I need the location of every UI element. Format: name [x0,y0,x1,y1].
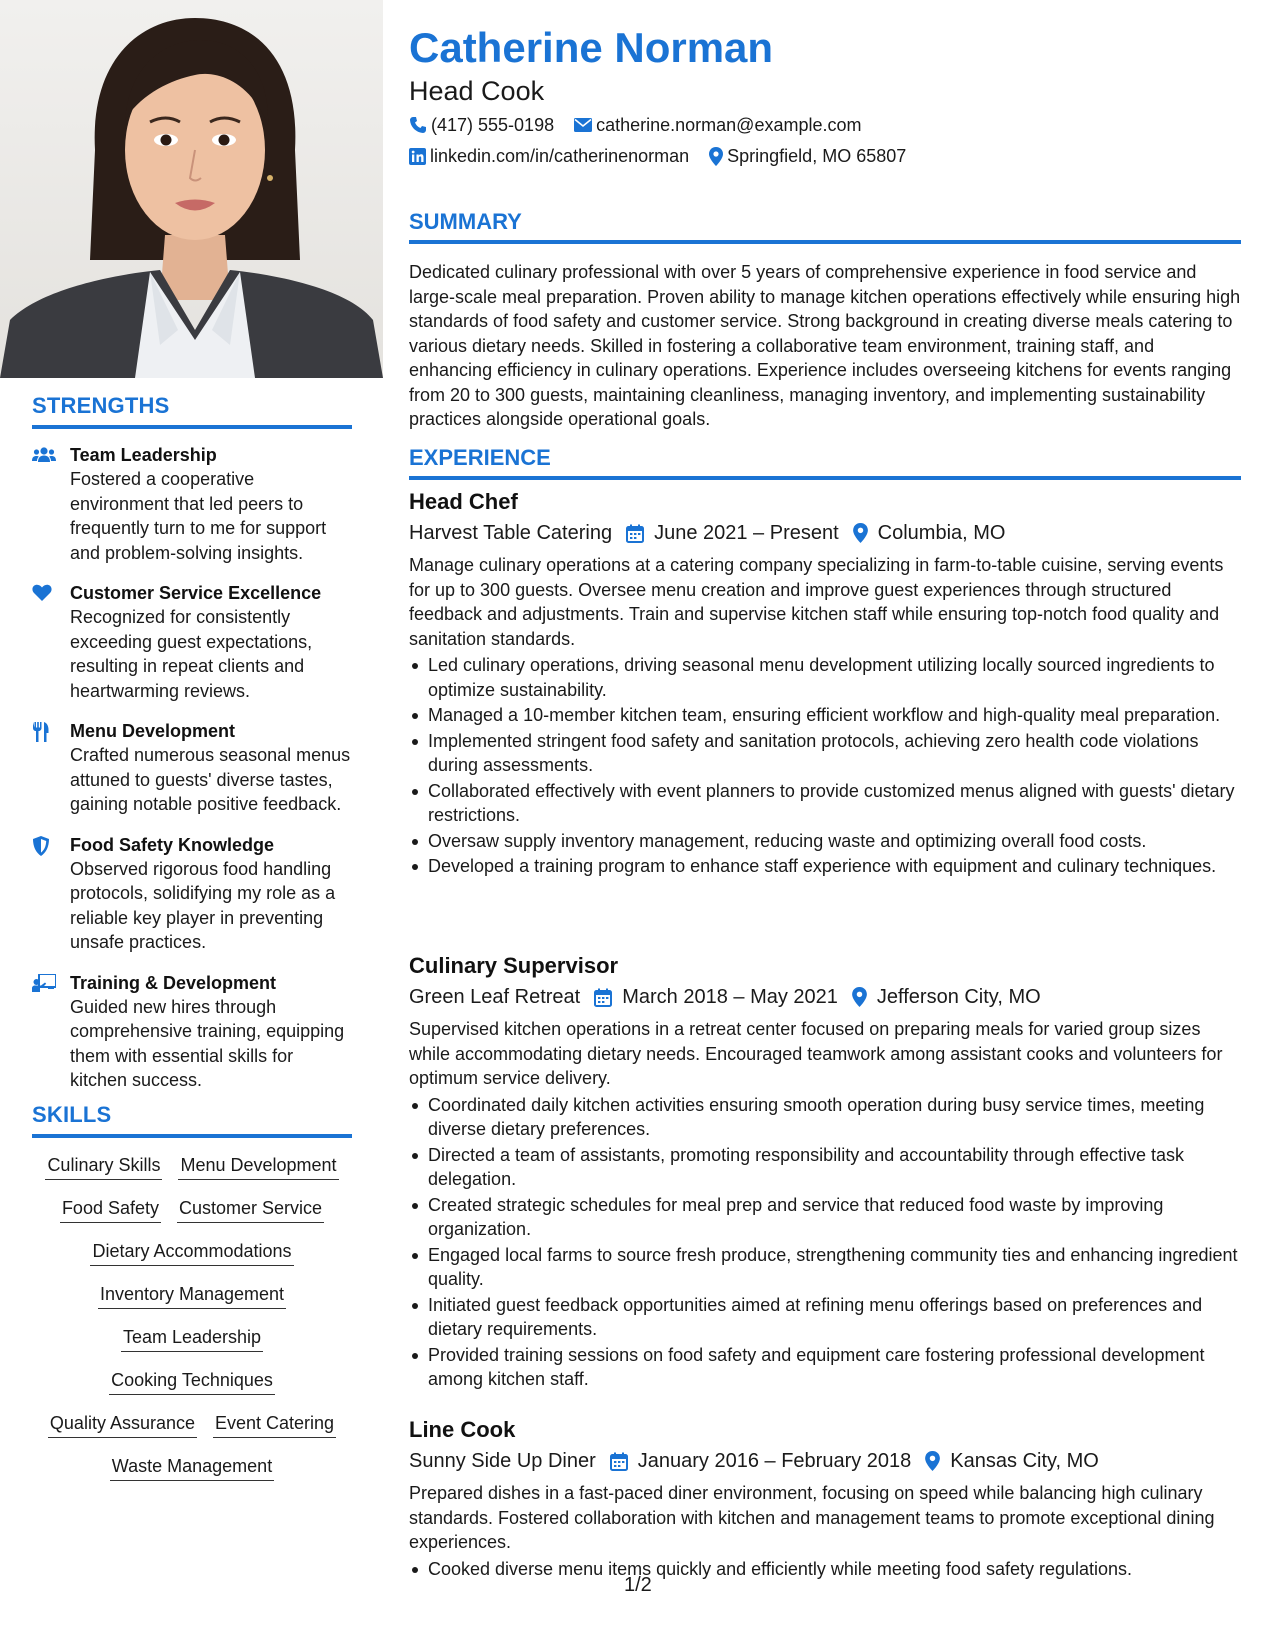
linkedin-icon [409,148,426,165]
bullet-item: Led culinary operations, driving seasonal menu development utilizing locally sourced ingredients to optimize sustainability. [409,653,1241,702]
strength-desc: Crafted numerous seasonal menus attuned to guests' diverse tastes, gaining notable positive feedback. [70,745,351,814]
job-dates [610,1447,912,1475]
skill-tag: Quality Assurance [48,1412,197,1438]
map-pin-icon [709,147,723,166]
job-dates [594,983,838,1011]
job-entry [409,1416,1241,1581]
sidebar [0,0,383,1650]
bullet-item: Collaborated effectively with event planners to provide customized menus aligned with guests' dietary restrictions. [409,779,1241,828]
email-contact[interactable] [574,114,861,136]
bullet-item: Oversaw supply inventory management, reducing waste and optimizing overall food costs. [409,829,1241,854]
contact-row-1 [409,114,882,136]
summary-text: Dedicated culinary professional with over 5 years of comprehensive experience in food service and large-scale meal preparation. Proven ability to manage kitchen operations effectively while ensuring high standards of food safety and customer service. Strong background in creating diverse meals catering to various dietary needs. Skilled in fostering a collaborative team environment, training staff, and enhancing efficiency in culinary operations. Experience includes overseeing kitchens for events ranging from 20 to 300 guests, maintaining cleanliness, managing inventory, and implementing sustainability practices alongside operational goals. [409,262,1241,429]
calendar-icon [610,1452,628,1471]
phone-icon [409,116,427,134]
users-icon [32,446,56,466]
location-contact [709,145,906,167]
strength-item [32,971,352,1093]
job-description: Prepared dishes in a fast-paced diner environment, focusing on speed while balancing high culinary standards. Fostered collaboration with kitchen and management teams to promote exceptional dining experiences. [409,1483,1215,1552]
strength-title: Training & Development [70,972,277,993]
linkedin-contact[interactable] [409,145,689,167]
job-role: Head Chef [409,489,518,514]
job-meta [409,1447,1241,1475]
job-entry [409,952,1241,1392]
job-role: Culinary Supervisor [409,953,619,978]
strengths-section [32,393,352,1093]
skill-tag: Menu Development [178,1154,338,1180]
job-title: Head Cook [409,76,545,106]
job-meta [409,983,1241,1011]
job-location [853,519,1006,547]
bullet-item: Implemented stringent food safety and sanitation protocols, achieving zero health code violations during assessments. [409,729,1241,778]
location-text: Springfield, MO 65807 [727,146,907,166]
strength-desc: Recognized for consistently exceeding guest expectations, resulting in repeat clients and heartwarming reviews. [70,607,313,701]
strength-item [32,719,352,817]
bullet-item: Initiated guest feedback opportunities aimed at refining menu offerings based on preferences and dietary requirements. [409,1293,1241,1342]
company: Green Leaf Retreat [409,986,581,1008]
contact-row-2 [409,145,926,167]
strength-item [32,443,352,565]
skill-tag: Event Catering [213,1412,336,1438]
skill-tag: Cooking Techniques [109,1369,275,1395]
dates-text: March 2018 – May 2021 [622,986,838,1008]
skill-tag: Inventory Management [98,1283,286,1309]
skill-tag: Waste Management [110,1455,274,1481]
map-pin-icon [853,523,868,543]
skill-tag: Dietary Accommodations [90,1240,293,1266]
email-icon [574,118,592,132]
skill-tag: Culinary Skills [45,1154,162,1180]
phone-contact [409,114,554,136]
profile-photo [0,0,383,378]
location-text: Columbia, MO [877,522,1006,544]
email-text: catherine.norman@example.com [596,115,862,135]
heart-icon [32,584,56,604]
strength-title: Team Leadership [70,445,217,465]
job-description: Supervised kitchen operations in a retreat center focused on preparing meals for varied group sizes while accommodating dietary needs. Encouraged teamwork among assistant cooks and volunteers for optimum service delivery. [409,1019,1223,1088]
bullet-item: Directed a team of assistants, promoting responsibility and accountability through effective task delegation. [409,1143,1241,1192]
skill-tag: Team Leadership [121,1326,263,1352]
summary-title: SUMMARY [409,209,1241,244]
job-meta [409,519,1241,547]
shield-icon [32,836,56,856]
bullet-item: Created strategic schedules for meal prep and service that reduced food waste by improving organization. [409,1193,1241,1242]
skill-tag: Customer Service [177,1197,324,1223]
skills-section [32,1102,352,1481]
map-pin-icon [925,1451,940,1471]
location-text: Jefferson City, MO [876,986,1041,1008]
strength-item [32,581,352,703]
candidate-name: Catherine Norman [409,24,774,71]
strength-desc: Fostered a cooperative environment that led peers to frequently turn to me for support and problem-solving insights. [70,469,327,563]
utensils-icon [32,722,56,742]
strength-title: Menu Development [70,721,236,741]
skill-tag: Food Safety [60,1197,161,1223]
job-dates [626,519,839,547]
strength-title: Customer Service Excellence [70,583,322,603]
location-text: Kansas City, MO [950,1450,1099,1472]
bullet-item: Developed a training program to enhance staff experience with equipment and culinary techniques. [409,854,1241,879]
job-bullets [409,653,1241,879]
company: Sunny Side Up Diner [409,1450,596,1472]
calendar-icon [626,524,644,543]
skills-list [32,1154,352,1481]
phone-text: (417) 555-0198 [431,115,555,135]
page-number: 1/2 [624,1574,652,1596]
job-location [852,983,1041,1011]
calendar-icon [594,988,612,1007]
strength-desc: Guided new hires through comprehensive training, equipping them with essential skills for kitchen success. [70,996,345,1090]
job-entry [409,488,1241,879]
strength-desc: Observed rigorous food handling protocols, solidifying my role as a reliable key player in preventing unsafe practices. [70,858,336,952]
bullet-item: Provided training sessions on food safety and equipment care fostering professional development among kitchen staff. [409,1343,1241,1392]
experience-title: EXPERIENCE [409,445,1241,480]
job-location [925,1447,1099,1475]
bullet-item: Coordinated daily kitchen activities ensuring smooth operation during busy service times, meeting diverse dietary preferences. [409,1093,1241,1142]
strengths-title: STRENGTHS [32,393,352,429]
teacher-icon [32,974,56,994]
map-pin-icon [852,987,867,1007]
bullet-item: Engaged local farms to source fresh produce, strengthening community ties and enhancing ingredient quality. [409,1243,1241,1292]
company: Harvest Table Catering [409,522,613,544]
bullet-item: Cooked diverse menu items quickly and efficiently while meeting food safety regulations. [409,1557,1241,1582]
strength-item [32,833,352,955]
job-bullets [409,1093,1241,1392]
linkedin-text: linkedin.com/in/catherinenorman [430,146,690,166]
dates-text: January 2016 – February 2018 [637,1450,912,1472]
job-description: Manage culinary operations at a catering company specializing in farm-to-table cuisine, serving events for up to 300 guests. Oversee menu creation and improve guest experiences through structured feedback and adjustments. Train and supervise kitchen staff while ensuring top-notch food quality and sanitation standards. [409,555,1224,649]
bullet-item: Managed a 10-member kitchen team, ensuring efficient workflow and high-quality meal preparation. [409,703,1241,728]
skills-title: SKILLS [32,1102,352,1138]
job-role: Line Cook [409,1417,516,1442]
strength-title: Food Safety Knowledge [70,834,275,855]
job-bullets [409,1557,1241,1582]
dates-text: June 2021 – Present [654,522,839,544]
